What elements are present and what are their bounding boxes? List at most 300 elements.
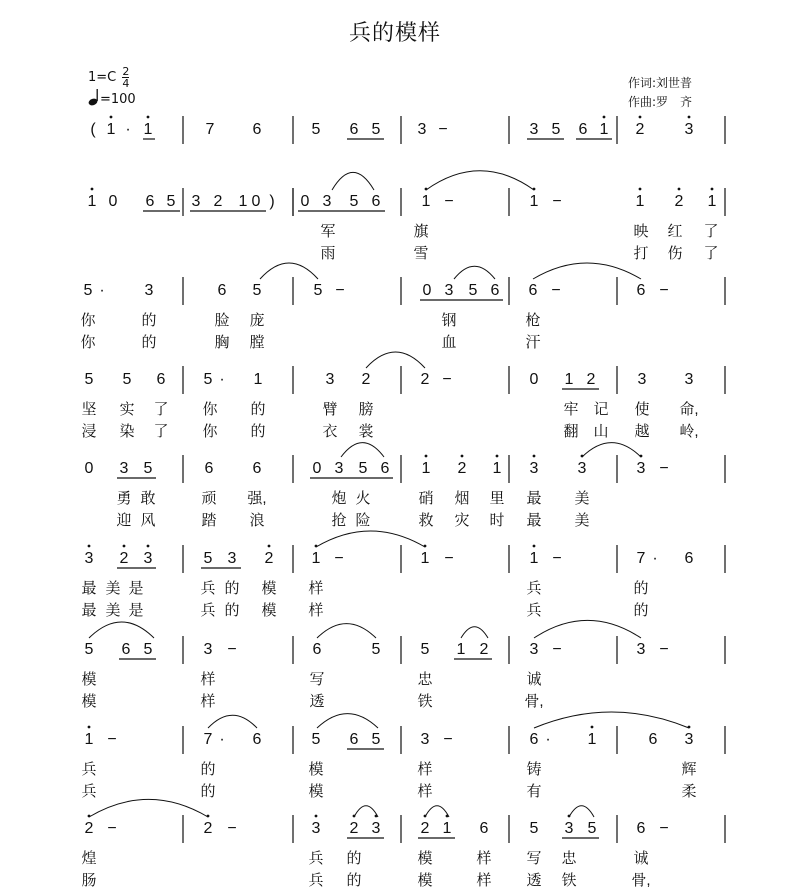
note: 6 [684,550,694,567]
note: 1 [599,121,609,138]
slur [316,531,425,547]
note: 2 [349,820,359,837]
lyric-word: 样 [308,580,324,597]
lyric-word: 映 [633,223,649,240]
note: 6 [490,282,500,299]
note: 7 [205,121,215,138]
note: 5 [371,121,381,138]
octave-dot [533,545,536,548]
note: 2 [420,371,430,388]
slur [454,266,495,279]
note: 3 [529,641,539,658]
lyric-word: 模 [417,872,433,889]
note: 5 [122,371,132,388]
note: 0 [251,193,261,210]
lyric-word: 踏 [201,512,217,529]
slur [569,806,594,817]
note: 0 [529,371,539,388]
note: 3 [684,731,694,748]
note: 3 [311,820,321,837]
lyric-word: 雨 [320,245,336,262]
note: 6 [204,460,214,477]
lyric-word: 兵 [81,783,97,800]
lyric-word: 迎 [116,512,132,529]
lyric-word: 顽 [201,490,217,507]
octave-dot [91,188,94,191]
note: 0 [84,460,94,477]
note: 6 [648,731,658,748]
slur [534,620,641,638]
note: − [659,282,669,299]
octave-dot [496,455,499,458]
note: 3 [577,460,587,477]
note: 1 [420,550,430,567]
note: 3 [417,121,427,138]
lyric-word: 的 [250,423,266,440]
lyric-word: 救 [418,512,434,529]
note: 1 [529,193,539,210]
lyric-word: 最 [81,580,97,597]
note: · [125,121,131,138]
lyric-word: 烟 [454,490,470,507]
slur [354,806,378,817]
note: 3 [84,550,94,567]
lyric-word: 最 [526,490,542,507]
note: − [438,121,448,138]
octave-dot [147,116,150,119]
note: 1 [238,193,248,210]
note: 2 [203,820,213,837]
note: 0 [312,460,322,477]
octave-dot [88,545,91,548]
lyric-word: 里 [489,490,505,507]
lyric-word: 的 [141,312,157,329]
lyric-word: 臂 [322,401,338,418]
lyric-word: 写 [309,671,325,688]
lyric-word: 了 [153,423,169,440]
note: 6 [252,121,262,138]
slur [332,172,374,190]
lyric-word: 最 [81,602,97,619]
note: − [552,641,562,658]
lyric-word: 打 [633,245,649,262]
lyric-word: 汗 [525,334,541,351]
slur [260,263,318,279]
note: 5 [143,641,153,658]
lyric-word: 模 [261,602,277,619]
note: 6 [636,820,646,837]
note: 1 [442,820,452,837]
note: 1 [492,460,502,477]
lyric-word: 雪 [413,245,429,262]
note: 5 [349,193,359,210]
note: ) [269,193,275,210]
note: 0 [108,193,118,210]
lyric-word: 模 [308,761,324,778]
lyric-word: 旗 [413,223,429,240]
note: 3 [420,731,430,748]
lyric-word: 裳 [358,423,374,440]
note: 5 [166,193,176,210]
note: 5 [468,282,478,299]
slur [366,352,425,368]
note: 7 [203,731,213,748]
octave-dot [123,545,126,548]
note: 3 [325,371,335,388]
lyric-word: 的 [346,850,362,867]
lyric-word: 最 [526,512,542,529]
note: ( [90,121,96,138]
note: 6 [349,121,359,138]
lyric-word: 模 [81,671,97,688]
note: − [552,193,562,210]
lyric-word: 兵 [308,850,324,867]
lyric-word: 脸 [214,312,230,329]
note: 3 [371,820,381,837]
octave-dot [711,188,714,191]
note: 6 [528,282,538,299]
note: 6 [217,282,227,299]
lyric-word: 有 [526,783,542,800]
lyric-word: 的 [224,580,240,597]
octave-dot [591,726,594,729]
lyric-word: 肠 [81,872,97,889]
lyric-word: 诚 [633,850,649,867]
lyric-word: 的 [200,761,216,778]
note: · [219,731,225,748]
octave-dot [678,188,681,191]
lyric-word: 衣 [322,423,338,440]
note: 3 [143,550,153,567]
lyric-word: 的 [633,580,649,597]
note: − [334,550,344,567]
lyric-word: 铁 [417,693,433,710]
lyric-word: 的 [200,783,216,800]
lyric-word: 美 [574,512,590,529]
lyric-word: 灾 [454,512,470,529]
octave-dot [315,815,318,818]
note: · [545,731,551,748]
note: 6 [578,121,588,138]
lyric-word: 样 [476,850,492,867]
octave-dot [88,726,91,729]
note: 3 [444,282,454,299]
note: 3 [684,371,694,388]
note: 5 [143,460,153,477]
note: · [99,282,105,299]
octave-dot [110,116,113,119]
note: 0 [422,282,432,299]
note: 2 [84,820,94,837]
lyric-word: 的 [141,334,157,351]
lyric-word: 辉 [681,761,697,778]
lyric-word: 的 [250,401,266,418]
note: − [444,550,454,567]
note: − [659,641,669,658]
note: − [551,282,561,299]
note: 6 [371,193,381,210]
note: 3 [119,460,129,477]
note: 5 [529,820,539,837]
note: 5 [252,282,262,299]
note: 3 [636,460,646,477]
lyric-word: 是 [128,580,144,597]
octave-dot [461,455,464,458]
note: 5 [420,641,430,658]
note: 1 [707,193,717,210]
lyric-word: 兵 [526,580,542,597]
lyric-word: 你 [80,334,96,351]
lyric-word: 铸 [526,761,542,778]
octave-dot [425,455,428,458]
lyric-word: 血 [441,334,457,351]
note: 1 [421,193,431,210]
lyric-word: 兵 [308,872,324,889]
note: 3 [322,193,332,210]
note: 5 [551,121,561,138]
lyric-word: 军 [320,223,336,240]
note: 2 [457,460,467,477]
time-signature-bottom: 4 [122,77,130,90]
note: 5 [84,641,94,658]
lyric-word: 兵 [81,761,97,778]
note: − [552,550,562,567]
lyric-word: 敢 [140,490,156,507]
lyric-word: 美 [574,490,590,507]
note: 5 [84,371,94,388]
lyric-word: 岭, [679,423,699,440]
lyric-word: 翻 [563,423,579,440]
lyric-word: 浸 [81,423,97,440]
lyric-word: 枪 [525,312,541,329]
note: 1 [106,121,116,138]
lyric-word: 硝 [418,490,434,507]
note: 6 [479,820,489,837]
note: 5 [311,121,321,138]
lyric-word: 样 [417,783,433,800]
note: 3 [334,460,344,477]
note: − [335,282,345,299]
lyric-word: 牢 [563,401,579,418]
lyric-word: 染 [119,423,135,440]
note: 3 [636,641,646,658]
note: 2 [119,550,129,567]
lyric-word: 坚 [81,401,97,418]
composer-credit: 作曲:罗 齐 [628,95,693,109]
lyric-word: 美 [105,602,121,619]
lyric-word: 模 [308,783,324,800]
slur [89,799,208,817]
slur [533,263,641,279]
note: 2 [264,550,274,567]
tempo-value: =100 [100,92,136,107]
note: 0 [300,193,310,210]
note: 5 [83,282,93,299]
note: 3 [529,460,539,477]
lyric-word: 伤 [667,245,683,262]
lyric-word: 写 [526,850,542,867]
lyric-word: 风 [140,512,156,529]
note: 6 [529,731,539,748]
lyric-word: 炮 [331,490,347,507]
lyric-word: 骨, [631,872,651,889]
note: − [443,731,453,748]
lyric-word: 险 [355,512,371,529]
note: 6 [252,460,262,477]
note: 3 [191,193,201,210]
lyric-word: 样 [476,872,492,889]
slur [461,627,488,638]
note: 3 [203,641,213,658]
note: 1 [421,460,431,477]
slur [426,171,534,190]
note: 5 [358,460,368,477]
lyric-word: 透 [309,693,325,710]
lyric-word: 使 [634,401,650,418]
lyric-word: 的 [633,602,649,619]
lyric-word: 钢 [441,312,457,329]
slur [89,622,154,638]
note: 2 [674,193,684,210]
octave-dot [639,188,642,191]
slur [582,443,641,457]
note: 2 [420,820,430,837]
note: 7 [636,550,646,567]
note: 6 [349,731,359,748]
note: · [219,371,225,388]
note: 1 [587,731,597,748]
note: − [659,820,669,837]
octave-dot [268,545,271,548]
lyric-word: 兵 [526,602,542,619]
lyric-word: 的 [346,872,362,889]
lyric-word: 是 [128,602,144,619]
note: − [227,641,237,658]
note: 2 [635,121,645,138]
octave-dot [533,455,536,458]
lyric-word: 样 [417,761,433,778]
lyric-word: 忠 [417,671,433,688]
note: − [442,371,452,388]
lyric-word: 胸 [214,334,230,351]
octave-dot [603,116,606,119]
note: 1 [143,121,153,138]
note: 6 [121,641,131,658]
note: 5 [311,731,321,748]
slur [425,806,449,817]
note: 5 [203,371,213,388]
lyric-word: 火 [355,490,371,507]
note: 1 [564,371,574,388]
lyric-word: 忠 [561,850,577,867]
note: 3 [529,121,539,138]
lyric-word: 铁 [561,872,577,889]
lyric-word: 命, [679,401,699,418]
note: 3 [144,282,154,299]
lyric-word: 实 [119,401,135,418]
note: 5 [587,820,597,837]
note: 1 [311,550,321,567]
note: − [227,820,237,837]
note: − [107,731,117,748]
lyric-word: 膀 [358,401,374,418]
lyric-word: 的 [224,602,240,619]
lyric-word: 模 [261,580,277,597]
lyric-word: 模 [81,693,97,710]
note: 5 [371,641,381,658]
lyric-word: 了 [153,401,169,418]
note: 3 [564,820,574,837]
lyric-word: 美 [105,580,121,597]
lyric-word: 煌 [81,850,97,867]
slur [534,712,689,728]
octave-dot [688,116,691,119]
octave-dot [639,116,642,119]
note: 6 [312,641,322,658]
lyric-word: 模 [417,850,433,867]
note: 6 [380,460,390,477]
lyric-word: 兵 [200,580,216,597]
lyric-word: 你 [202,401,218,418]
note: 5 [313,282,323,299]
slur [341,443,384,457]
lyric-word: 山 [593,423,609,440]
note: 1 [253,371,263,388]
lyric-word: 记 [593,401,609,418]
note: 1 [456,641,466,658]
note: 1 [87,193,97,210]
note: · [652,550,658,567]
lyric-word: 浪 [249,512,265,529]
note: 6 [636,282,646,299]
note: 6 [156,371,166,388]
lyric-word: 勇 [116,490,132,507]
lyric-word: 你 [202,423,218,440]
note: 2 [361,371,371,388]
lyric-word: 骨, [524,693,544,710]
note: 2 [586,371,596,388]
lyric-word: 透 [526,872,542,889]
note: 1 [635,193,645,210]
lyric-word: 庞 [249,312,265,329]
lyric-word: 了 [703,223,719,240]
time-signature-top: 2 [122,65,130,78]
lyric-word: 兵 [200,602,216,619]
lyric-word: 你 [80,312,96,329]
lyricist-credit: 作词:刘世普 [628,76,693,90]
lyric-word: 膛 [249,334,265,351]
slur [208,715,257,728]
note: 3 [227,550,237,567]
slur [317,714,378,728]
note: 6 [252,731,262,748]
song-title: 兵的模样 [348,21,441,46]
key-label: 1=C [88,70,117,85]
lyric-word: 时 [489,512,505,529]
note: 3 [684,121,694,138]
note: 2 [213,193,223,210]
lyric-word: 红 [667,223,683,240]
note: 1 [529,550,539,567]
note: 5 [203,550,213,567]
note: 6 [145,193,155,210]
octave-dot [147,545,150,548]
lyric-word: 样 [200,693,216,710]
slur [317,624,376,638]
lyric-word: 诚 [526,671,542,688]
lyric-word: 了 [703,245,719,262]
note: 1 [84,731,94,748]
